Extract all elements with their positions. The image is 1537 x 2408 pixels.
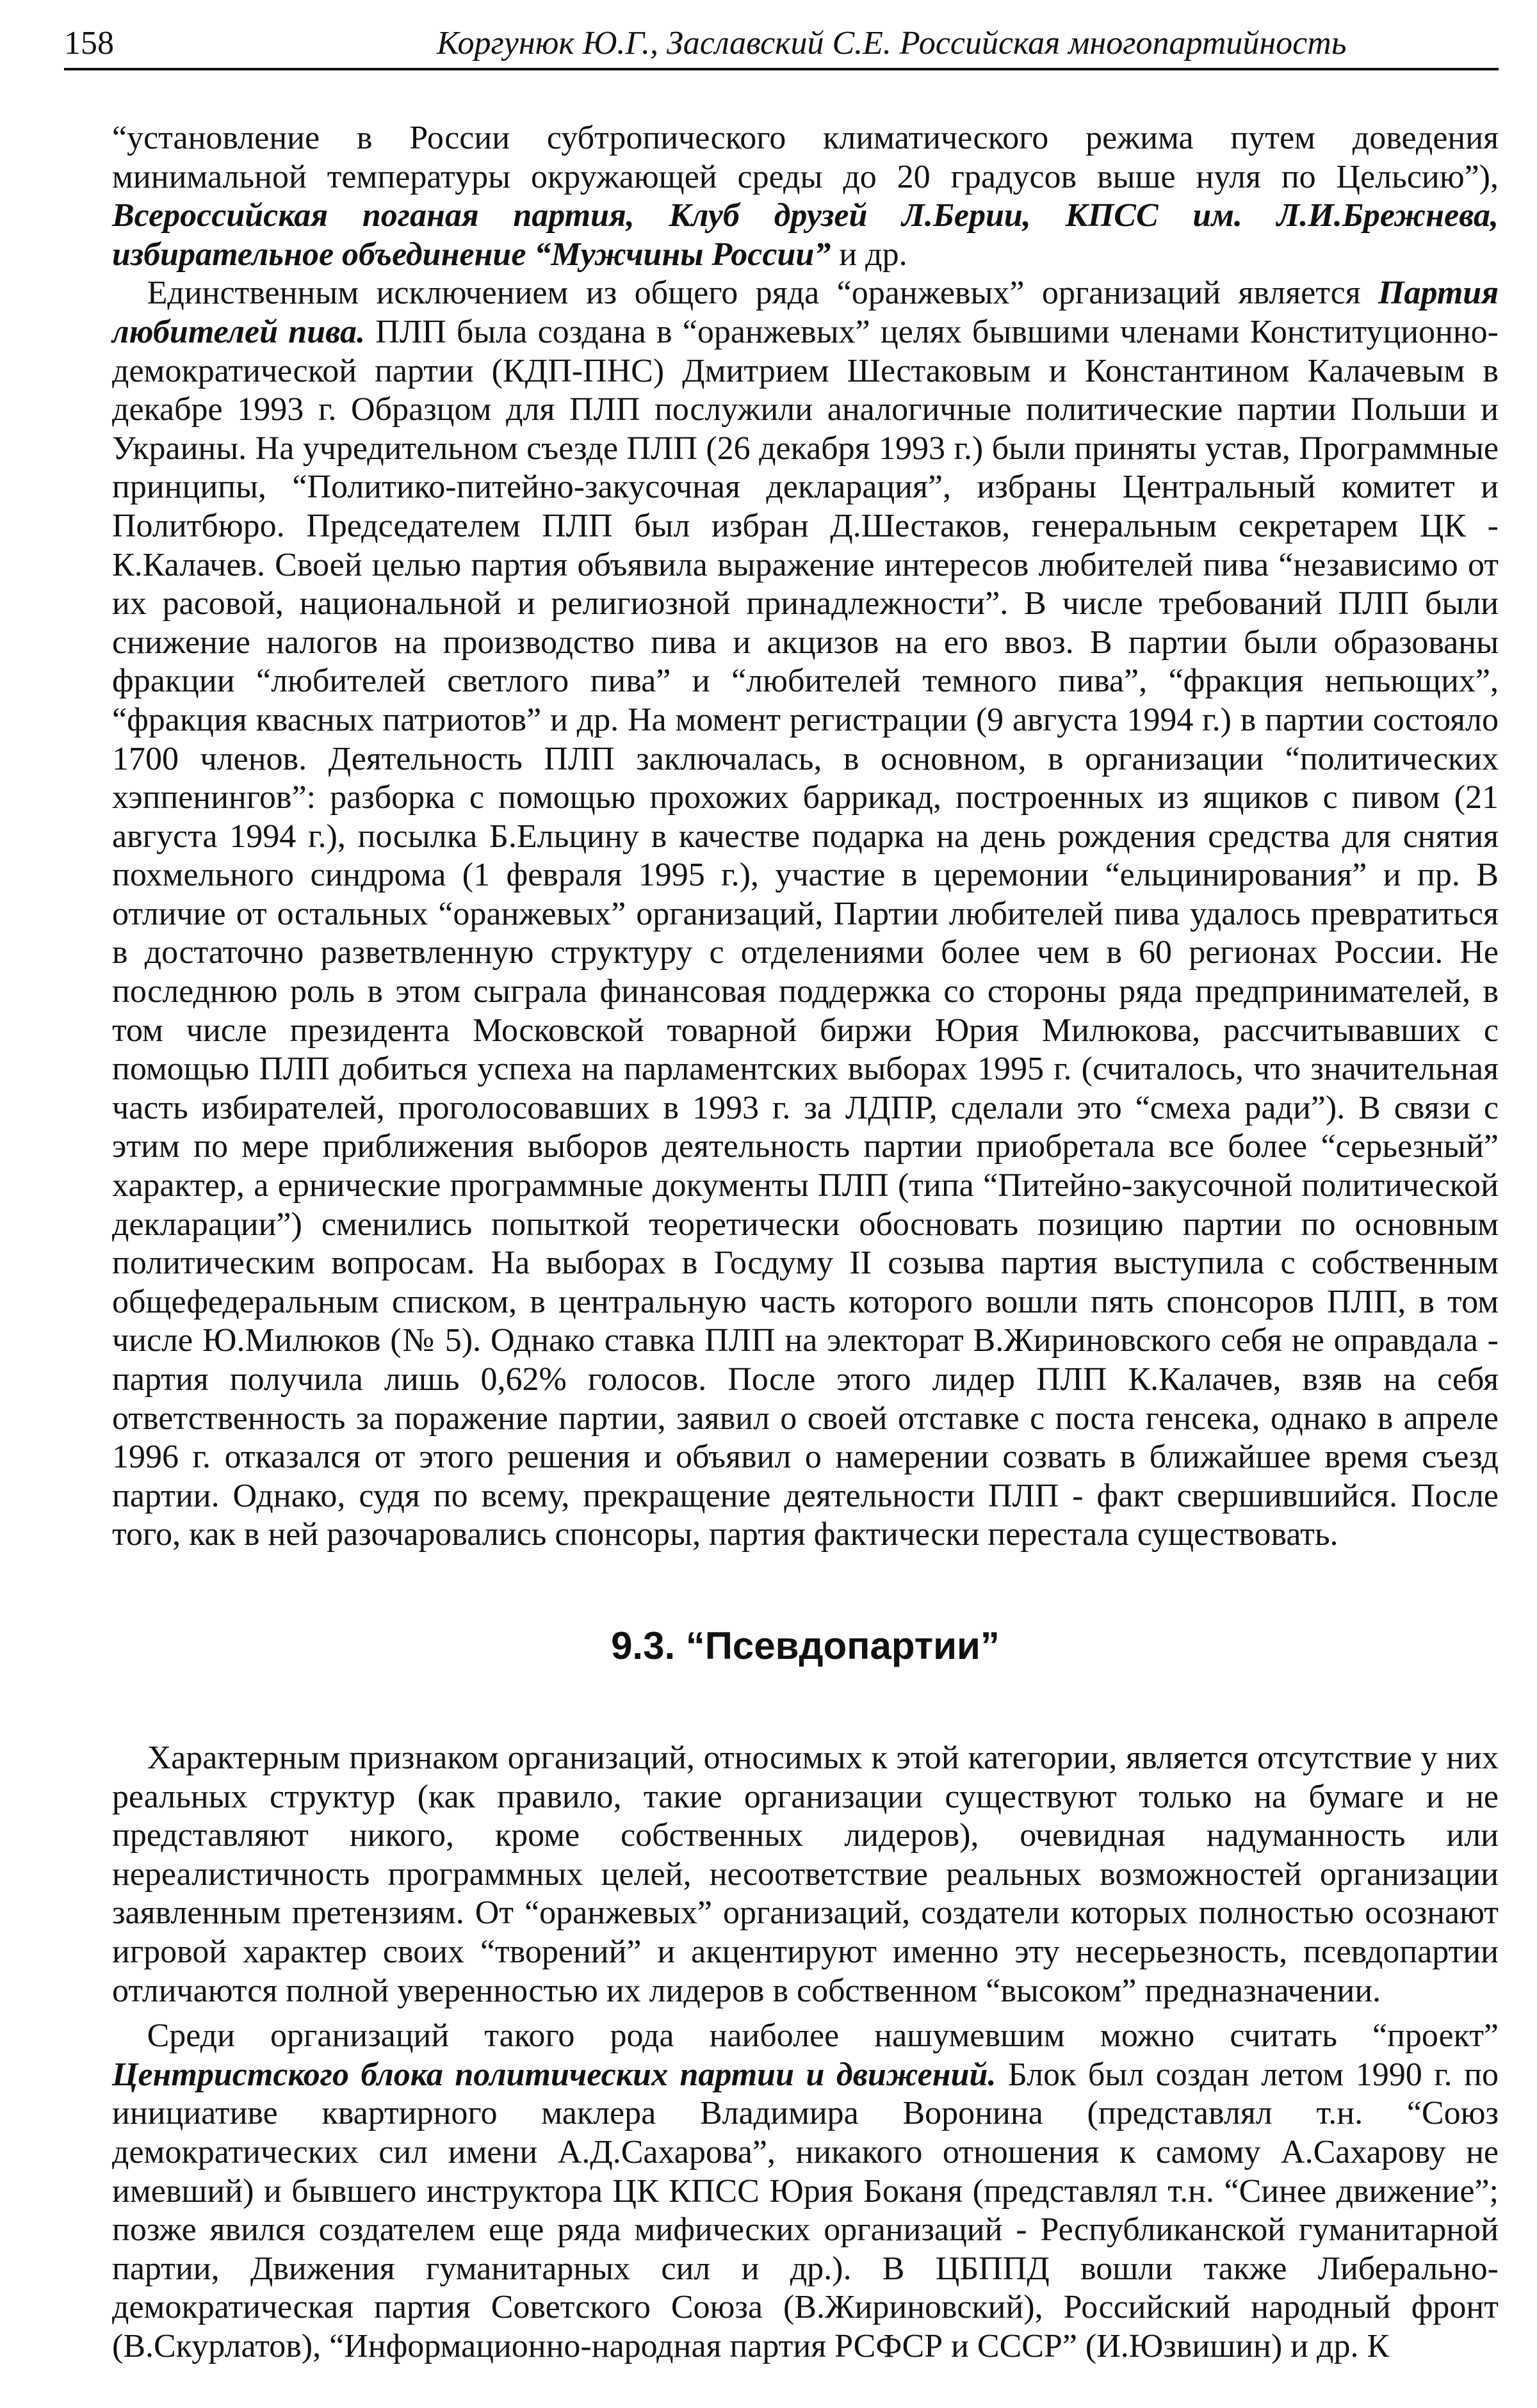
paragraph [112, 119, 1499, 274]
page-header [64, 18, 1499, 70]
page-number: 158 [64, 25, 114, 61]
emphasized-party-name: Партия любителей пива. [112, 275, 1499, 350]
paragraph-text: Единственным исключением из общего ряда “оранжевых” организаций является [147, 275, 1379, 312]
paragraph [112, 1739, 1499, 2010]
running-head: Коргунюк Ю.Г., Заславский С.Е. Российская многопартийность [437, 25, 1347, 61]
emphasized-party-names: Всероссийская поганая партия, Клуб друзей Л.Берии, КПСС им. Л.И.Брежнева, избирательное объединение “Мужчины России” [112, 197, 1499, 273]
emphasized-bloc-name: Центристского блока политических партии и движений. [112, 2056, 996, 2093]
paragraph-text: Характерным признаком организаций, относимых к этой категории, является отсутствие у них реальных структур (как правило, такие организации существуют только на бумаге и не представляют никого, кроме собственных лидеров), очевидная надуманность или нереалистичность программных целей, несоответствие реальных возможностей организации заявленным претензиям. От “оранжевых” организаций, создатели которых полностью осознают игровой характер своих “творений” и акцентируют именно эту несерьезность, псевдопартии отличаются полной уверенностью их лидеров в собственном “высоком” предназначении. [112, 1739, 1499, 2009]
paragraph-text: и др. [831, 236, 907, 273]
paragraph-text: Среди организаций такого рода наиболее нашумевшим можно считать “проект” [147, 2017, 1499, 2055]
paragraph [112, 2017, 1499, 2366]
paragraph-text: “установление в России субтропического климатического режима путем доведения минимальной температуры окружающей среды до 20 градусов выше нуля по Цельсию”), [112, 120, 1499, 195]
page-body [112, 119, 1499, 2366]
paragraph-text: ПЛП была создана в “оранжевых” целях бывшими членами Конституционно-демократической партии (КДП-ПНС) Дмитрием Шестаковым и Константином Калачевым в декабре 1993 г. Образцом для ПЛП послужили аналогичные политические партии Польши и Украины. На учредительном съезде ПЛП (26 декабря 1993 г.) были приняты устав, Программные принципы, “Политико-питейно-закусочная декларация”, избраны Центральный комитет и Политбюро. Председателем ПЛП был избран Д.Шестаков, генеральным секретарем ЦК - К.Калачев. Своей целью партия объявила выражение интересов любителей пива “независимо от их расовой, национальной и религиозной принадлежности”. В числе требований ПЛП были снижение налогов на производство пива и акцизов на его ввоз. В партии были образованы фракции “любителей светлого пива” и “любителей темного пива”, “фракция непьющих”, “фракция квасных патриотов” и др. На момент регистрации (9 августа 1994 г.) в партии состояло 1700 членов. Деятельность ПЛП заключалась, в основном, в организации “политических хэппенингов”: разборка с помощью прохожих баррикад, построенных из ящиков с пивом (21 августа 1994 г.), посылка Б.Ельцину в качестве подарка на день рождения средства для снятия похмельного синдрома (1 февраля 1995 г.), участие в церемонии “ельцинирования” и пр. В отличие от остальных “оранжевых” организаций, Партии любителей пива удалось превратиться в достаточно разветвленную структуру с отделениями более чем в 60 регионах России. Не последнюю роль в этом сыграла финансовая поддержка со стороны ряда предпринимателей, в том числе президента Московской товарной биржи Юрия Милюкова, рассчитывавших с помощью ПЛП добиться успеха на парламентских выборах 1995 г. (считалось, что значительная часть избирателей, проголосовавших в 1993 г. за ЛДПР, сделали это “смеха ради”). В связи с этим по мере приближения выборов деятельность партии приобретала все более “серьезный” характер, а ернические программные документы ПЛП (типа “Питейно-закусочной политической декларации”) сменились попыткой теоретически обосновать позицию партии по основным политическим вопросам. На выборах в Госдуму II созыва партия выступила с собственным общефедеральным списком, в центральную часть которого вошли пять спонсоров ПЛП, в том числе Ю.Милюков (№ 5). Однако ставка ПЛП на электорат В.Жириновского себя не оправдала - партия получила лишь 0,62% голосов. После этого лидер ПЛП К.Калачев, взяв на себя ответственность за поражение партии, заявил о своей отставке с поста генсека, однако в апреле 1996 г. отказался от этого решения и объявил о намерении созвать в ближайшее время съезд партии. Однако, судя по всему, прекращение деятельности ПЛП - факт свершившийся. После того, как в ней разочаровались спонсоры, партия фактически перестала существовать. [112, 313, 1499, 1553]
section-heading: 9.3. “Псевдопартии” [611, 1624, 1000, 1667]
paragraph [112, 274, 1499, 1555]
paragraph-gap [112, 2010, 1499, 2017]
paragraph-text: Блок был создан летом 1990 г. по инициативе квартирного маклера Владимира Воронина (представлял т.н. “Союз демократических сил имени А.Д.Сахарова”, никакого отношения к самому А.Сахарову не имевший) и бывшего инструктора ЦК КПСС Юрия Боканя (представлял т.н. “Синее движение”; позже явился создателем еще ряда мифических организаций - Республиканской гуманитарной партии, Движения гуманитарных сил и др.). В ЦБППД вошли также Либерально-демократическая партия Советского Союза (В.Жириновский), Российский народный фронт (В.Скурлатов), “Информационно-народная партия РСФСР и СССР” (И.Юзвишин) и др. К [112, 2056, 1499, 2364]
